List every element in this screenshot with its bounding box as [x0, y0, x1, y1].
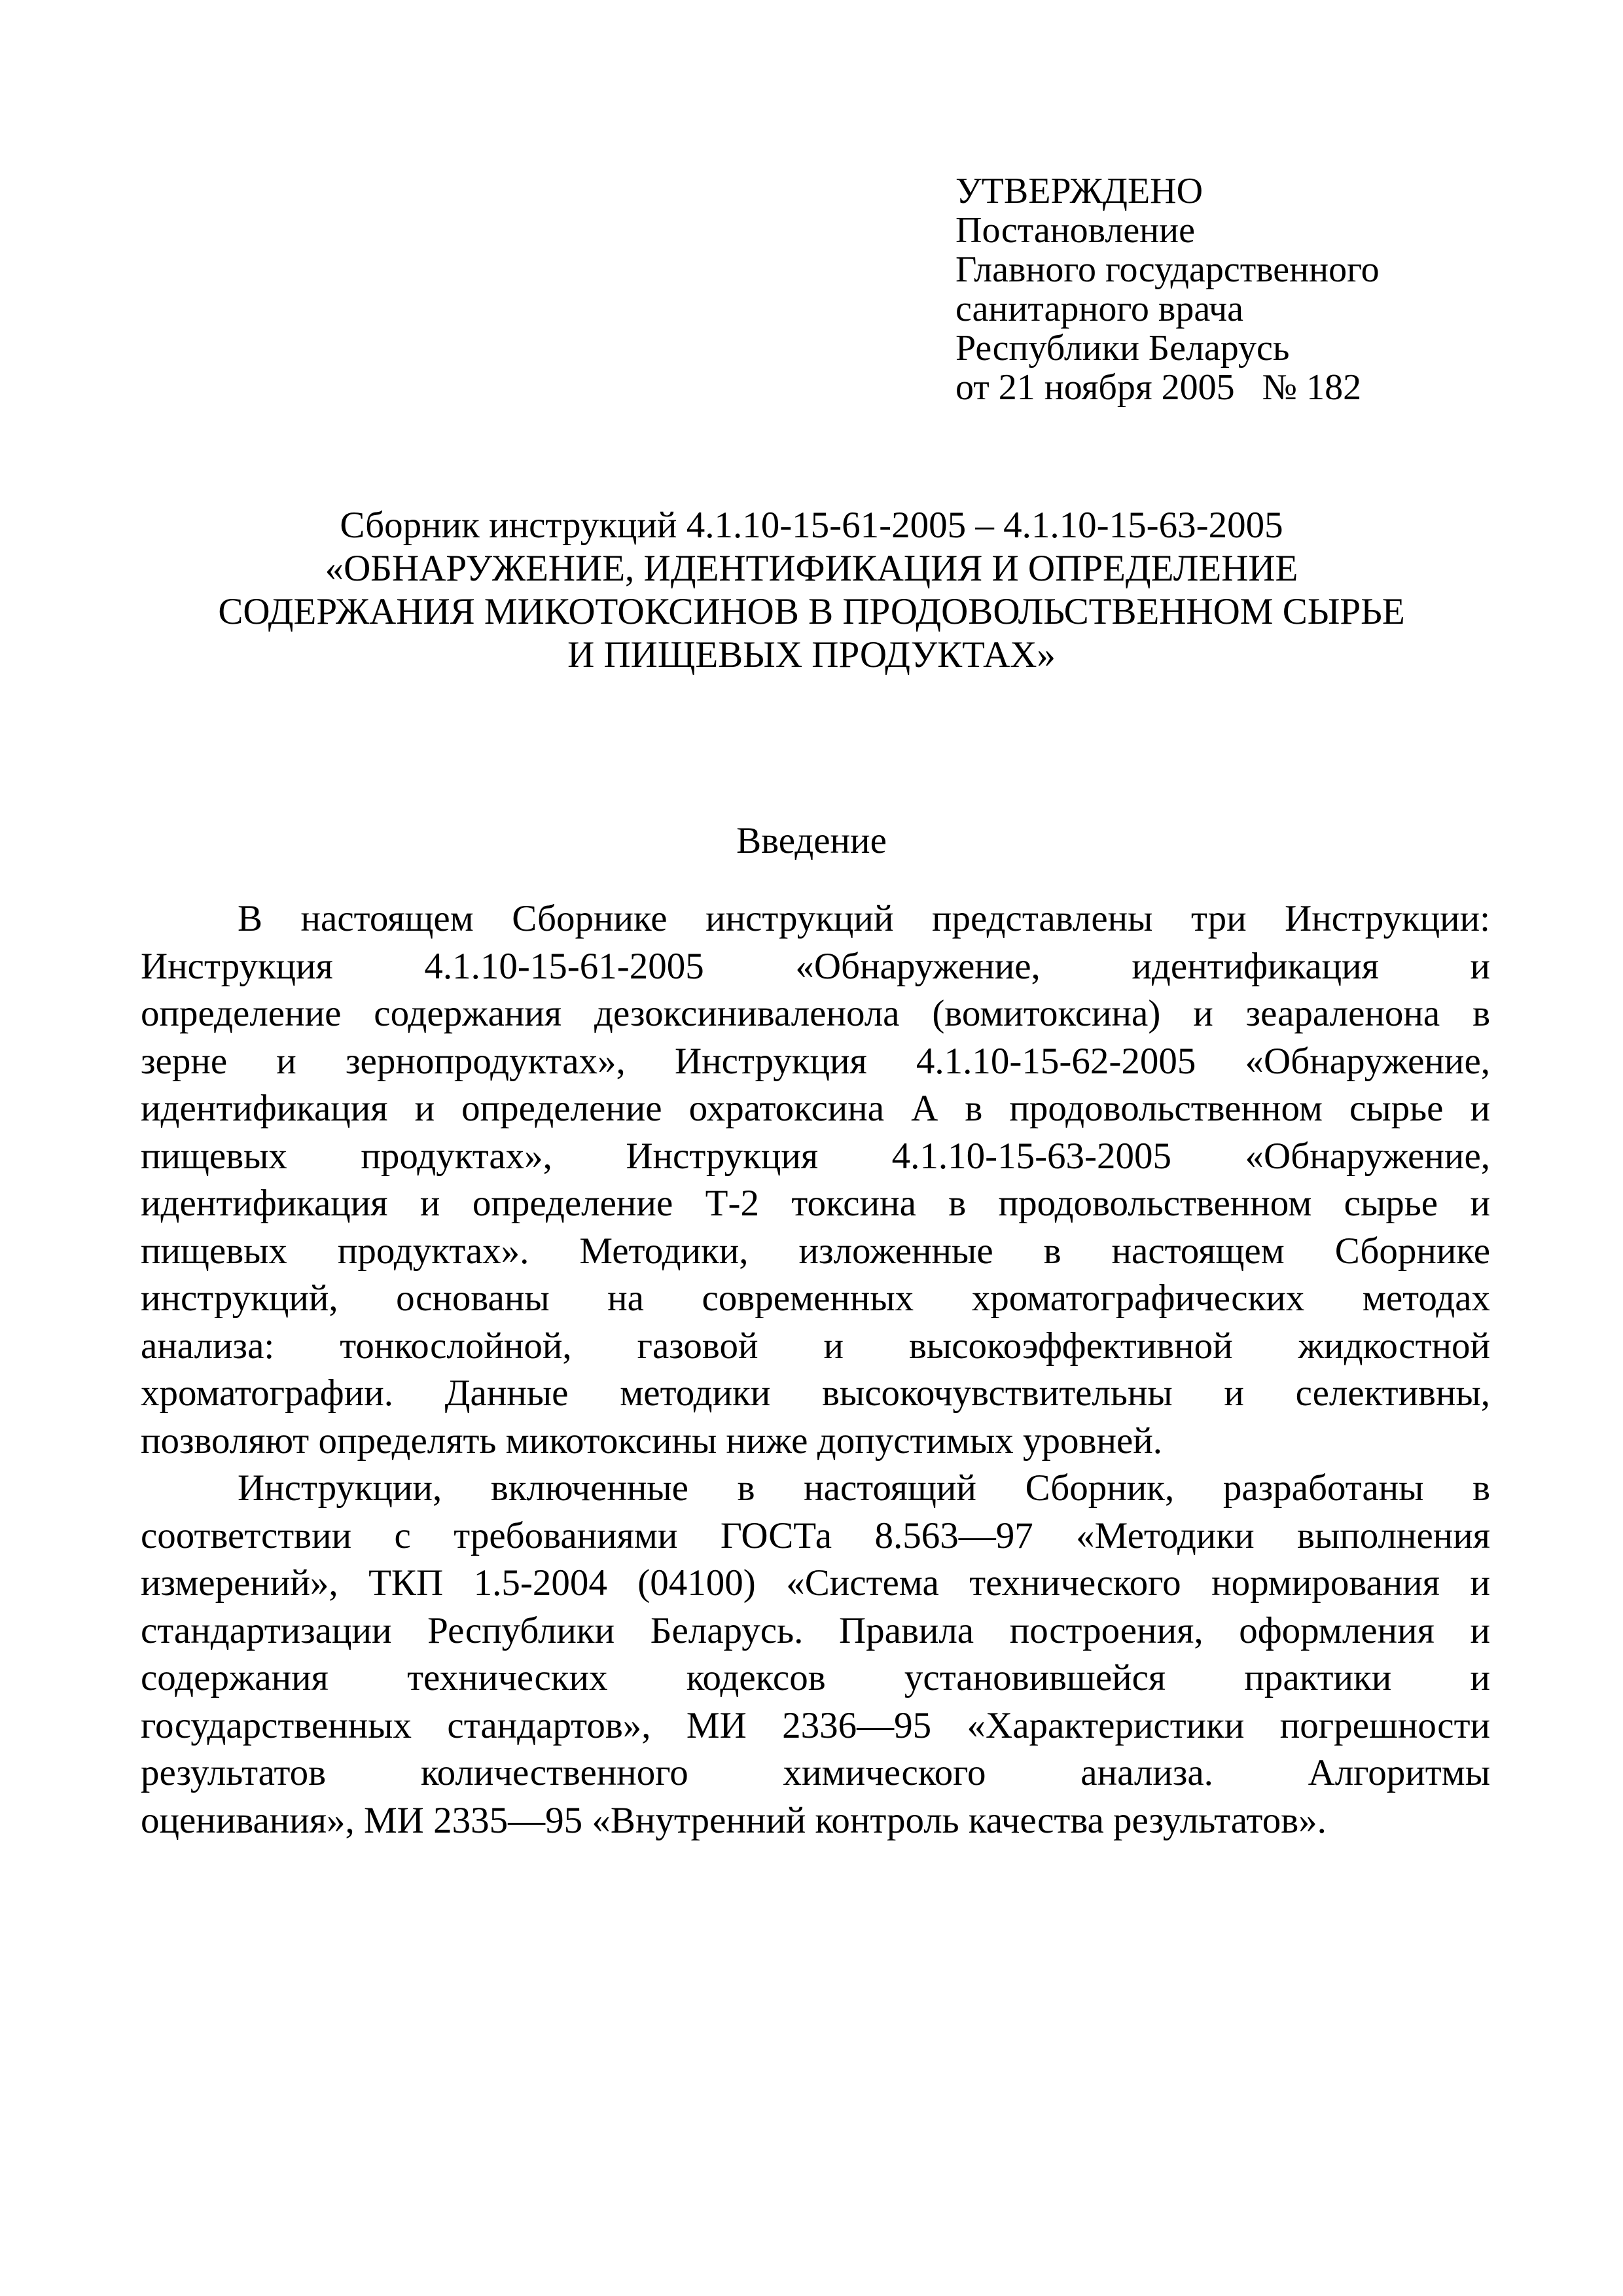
paragraph-1-line: анализа: тонкослойной, газовой и высокоэффективной жидкостной	[141, 1325, 1490, 1367]
paragraph-1-line: Инструкция 4.1.10-15-61-2005 «Обнаружение, идентификация и	[141, 945, 1490, 987]
body-text	[141, 895, 1490, 1844]
approval-country: Республики Беларусь	[955, 328, 1290, 368]
paragraph-2-line: измерений», ТКП 1.5-2004 (04100) «Система технического нормирования и	[141, 1562, 1490, 1604]
approval-date-line	[955, 368, 1544, 407]
approval-heading: УТВЕРЖДЕНО	[955, 171, 1204, 211]
paragraph-2-line: содержания технических кодексов установившейся практики и	[141, 1657, 1490, 1698]
paragraph-1-line: В настоящем Сборнике инструкций представлены три Инструкции:	[238, 898, 1490, 939]
paragraph-1-line: идентификация и определение Т-2 токсина в продовольственном сырье и	[141, 1183, 1490, 1224]
approval-authority-line1: Главного государственного	[955, 249, 1380, 290]
paragraph-1-line: инструкций, основаны на современных хроматографических методах	[141, 1278, 1490, 1319]
approval-document-type: Постановление	[955, 210, 1195, 251]
paragraph-1-line: зерне и зернопродуктах», Инструкция 4.1.10-15-62-2005 «Обнаружение,	[141, 1040, 1490, 1082]
approval-stamp	[955, 171, 1544, 407]
approval-authority-line2: санитарного врача	[955, 289, 1243, 329]
paragraph-1-line: определение содержания дезоксиниваленола (вомитоксина) и зеараленона в	[141, 993, 1490, 1034]
section-heading: Введение	[736, 820, 887, 861]
title-line-3: СОДЕРЖАНИЯ МИКОТОКСИНОВ В ПРОДОВОЛЬСТВЕННОМ СЫРЬЕ	[218, 591, 1405, 632]
paragraph-1-line: пищевых продуктах». Методики, изложенные в настоящем Сборнике	[141, 1230, 1490, 1272]
approval-number: № 182	[1262, 367, 1362, 408]
title-line-2: «ОБНАРУЖЕНИЕ, ИДЕНТИФИКАЦИЯ И ОПРЕДЕЛЕНИЕ	[325, 548, 1298, 589]
paragraph-2-line: стандартизации Республики Беларусь. Правила построения, оформления и	[141, 1609, 1490, 1651]
paragraph-1-line: идентификация и определение охратоксина А в продовольственном сырье и	[141, 1088, 1490, 1129]
paragraph-1-line: позволяют определять микотоксины ниже допустимых уровней.	[141, 1420, 1163, 1462]
document-title	[131, 504, 1492, 677]
paragraph-1-line: пищевых продуктах», Инструкция 4.1.10-15-63-2005 «Обнаружение,	[141, 1135, 1490, 1177]
paragraph-2-line: соответствии с требованиями ГОСТа 8.563—97 «Методики выполнения	[141, 1515, 1490, 1556]
paragraph-2-line: государственных стандартов», МИ 2336—95 «Характеристики погрешности	[141, 1704, 1490, 1746]
paragraph-2-line: оценивания», МИ 2335—95 «Внутренний контроль качества результатов».	[141, 1799, 1327, 1841]
paragraph-2-line: результатов количественного химического анализа. Алгоритмы	[141, 1752, 1490, 1793]
paragraph-2-line: Инструкции, включенные в настоящий Сборник, разработаны в	[238, 1467, 1490, 1509]
title-line-4: И ПИЩЕВЫХ ПРОДУКТАХ»	[567, 634, 1056, 675]
title-line-1: Сборник инструкций 4.1.10-15-61-2005 – 4.1.10-15-63-2005	[340, 505, 1283, 546]
approval-date: от 21 ноября 2005	[955, 367, 1235, 408]
paragraph-1-line: хроматографии. Данные методики высокочувствительны и селективны,	[141, 1372, 1490, 1414]
